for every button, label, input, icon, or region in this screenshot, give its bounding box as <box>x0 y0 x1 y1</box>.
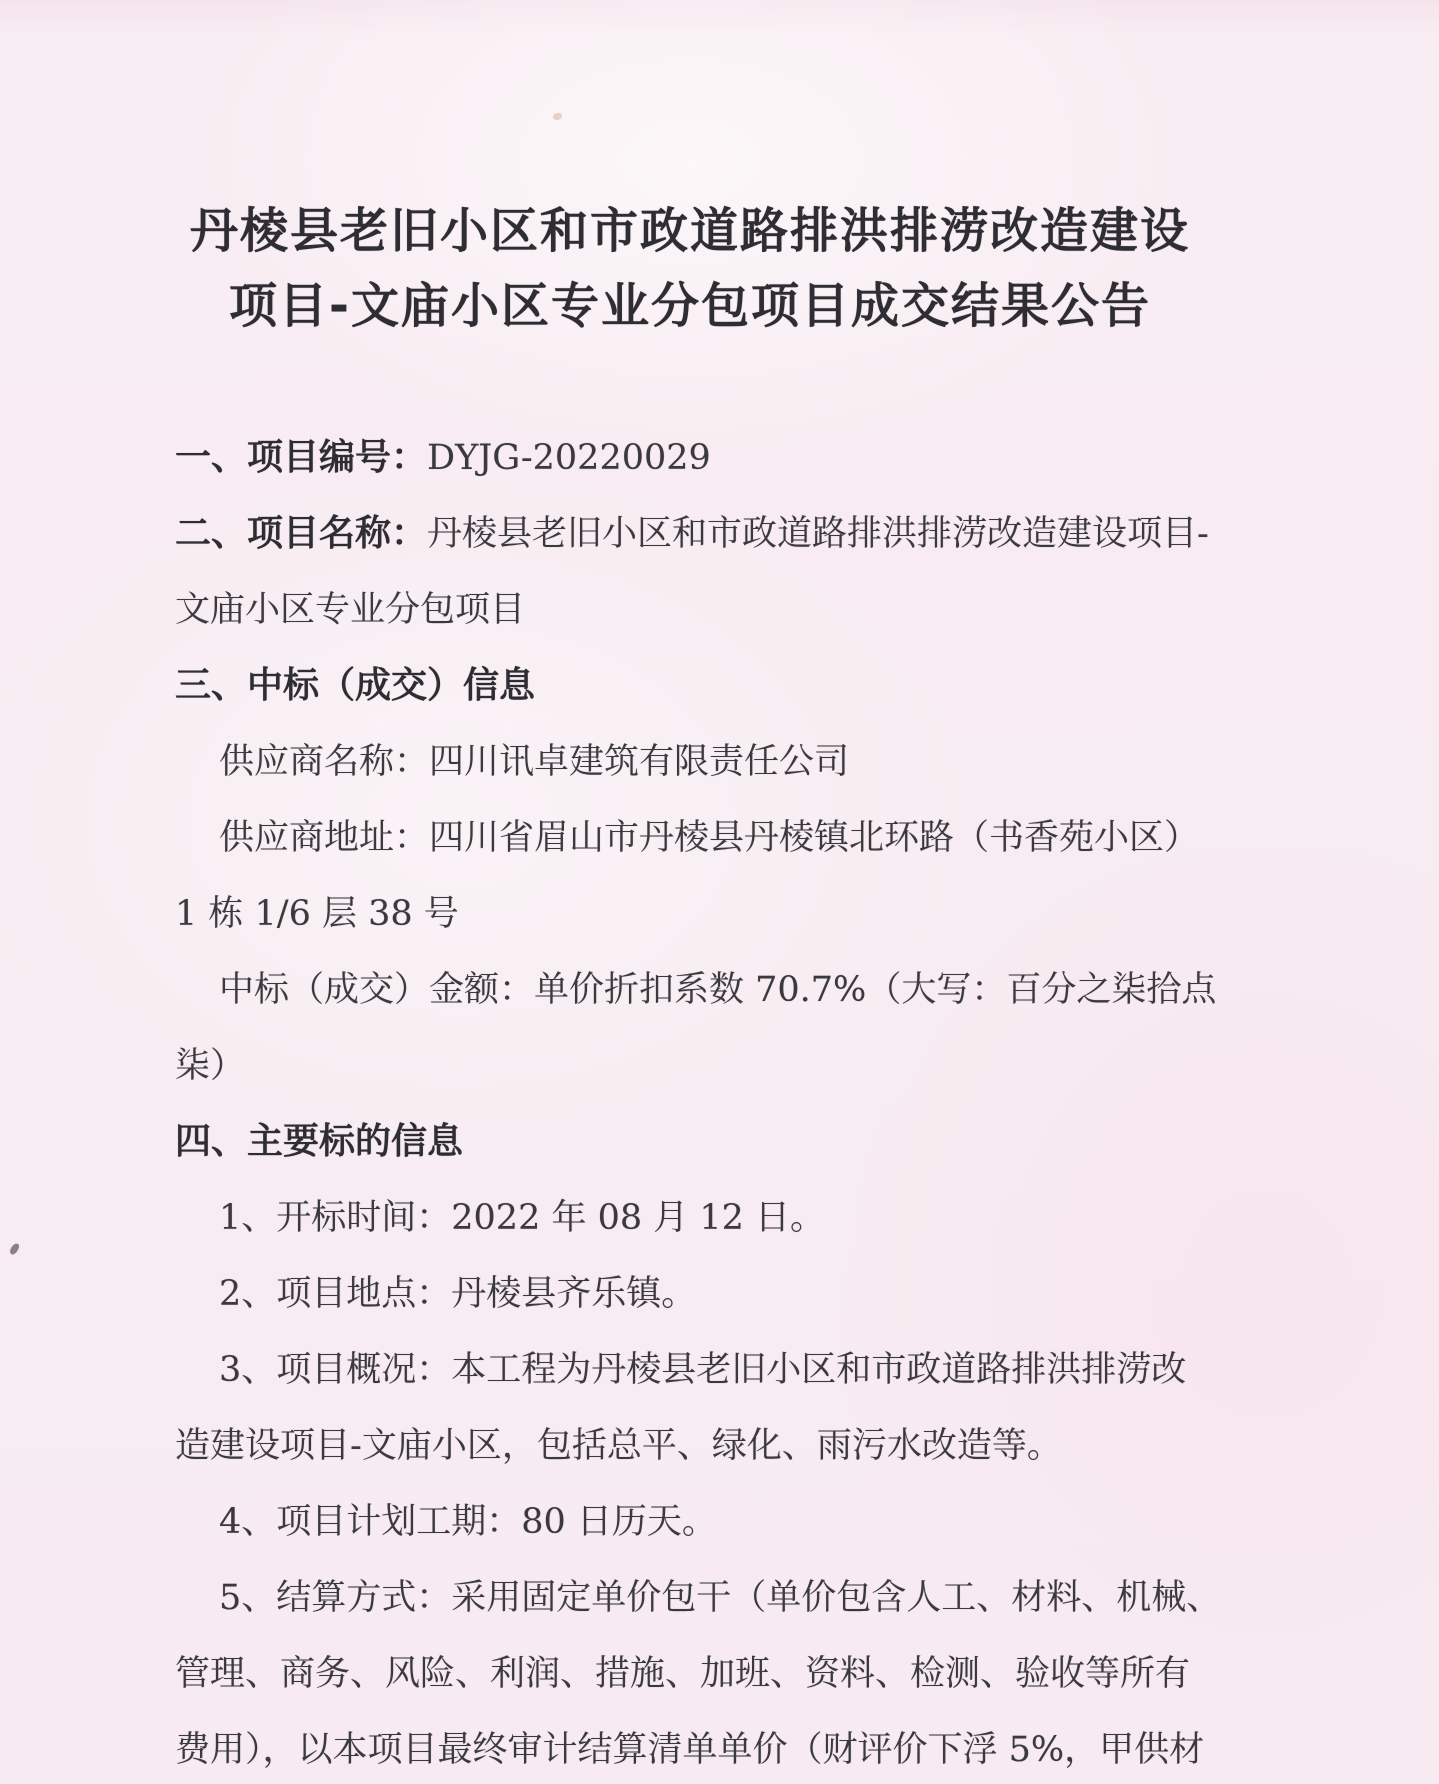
doc-line-2 <box>175 496 1209 572</box>
doc-line-6 <box>175 800 1205 876</box>
doc-line-15-text: 4、项目计划工期：80 日历天。 <box>219 1502 717 1542</box>
doc-line-2-text: 丹棱县老旧小区和市政道路排洪排涝改造建设项目- <box>427 514 1209 554</box>
doc-line-18 <box>175 1712 1205 1784</box>
doc-line-16-text: 5、结算方式：采用固定单价包干（单价包含人工、材料、机械、 <box>219 1578 1222 1618</box>
scan-artifact-speck <box>9 1242 21 1256</box>
document-title-line-1: 丹棱县老旧小区和市政道路排洪排涝改造建设 <box>189 203 1190 259</box>
document-lines <box>175 420 1222 1784</box>
document-title <box>175 194 1205 344</box>
doc-line-15 <box>175 1484 1205 1560</box>
doc-line-14 <box>175 1408 1205 1484</box>
doc-line-14-text: 造建设项目-文庙小区，包括总平、绿化、雨污水改造等。 <box>175 1426 1062 1466</box>
doc-line-11-text: 1、开标时间：2022 年 08 月 12 日。 <box>219 1198 826 1238</box>
doc-line-1 <box>175 420 1205 496</box>
doc-line-11 <box>175 1180 1205 1256</box>
doc-line-5 <box>175 724 1205 800</box>
doc-line-12 <box>175 1256 1205 1332</box>
doc-line-7-text: 1 栋 1/6 层 38 号 <box>175 894 459 934</box>
doc-line-5-text: 供应商名称：四川讯卓建筑有限责任公司 <box>219 742 850 782</box>
document-title-line-2: 项目-文庙小区专业分包项目成交结果公告 <box>229 278 1151 334</box>
doc-line-1-heading: 一、项目编号： <box>175 437 428 478</box>
doc-line-7 <box>175 876 1205 952</box>
doc-line-1-text: DYJG-20220029 <box>427 438 711 478</box>
doc-line-4 <box>175 648 1205 724</box>
doc-line-13 <box>175 1332 1205 1408</box>
doc-line-8 <box>175 952 1217 1028</box>
doc-line-6-text: 供应商地址：四川省眉山市丹棱县丹棱镇北环路（书香苑小区） <box>219 818 1200 858</box>
scan-artifact-speck <box>553 113 562 120</box>
doc-line-4-heading: 三、中标（成交）信息 <box>175 665 536 706</box>
doc-line-17-text: 管理、商务、风险、利润、措施、加班、资料、检测、验收等所有 <box>175 1654 1191 1694</box>
doc-line-10 <box>175 1104 1205 1180</box>
doc-line-3 <box>175 572 1205 648</box>
document-content <box>175 194 1222 1784</box>
doc-line-17 <box>175 1636 1205 1712</box>
doc-line-16 <box>175 1560 1222 1636</box>
doc-line-2-heading: 二、项目名称： <box>175 513 428 554</box>
doc-line-9 <box>175 1028 1205 1104</box>
doc-line-18-text: 费用），以本项目最终审计结算清单单价（财评价下浮 5%，甲供材 <box>175 1730 1205 1770</box>
doc-line-13-text: 3、项目概况：本工程为丹棱县老旧小区和市政道路排洪排涝改 <box>219 1350 1187 1390</box>
doc-line-12-text: 2、项目地点：丹棱县齐乐镇。 <box>219 1274 697 1314</box>
doc-line-8-text: 中标（成交）金额：单价折扣系数 70.7%（大写：百分之柒拾点 <box>219 970 1217 1010</box>
doc-line-9-text: 柒） <box>175 1046 246 1086</box>
doc-line-10-heading: 四、主要标的信息 <box>175 1121 464 1162</box>
doc-line-3-text: 文庙小区专业分包项目 <box>175 590 526 630</box>
